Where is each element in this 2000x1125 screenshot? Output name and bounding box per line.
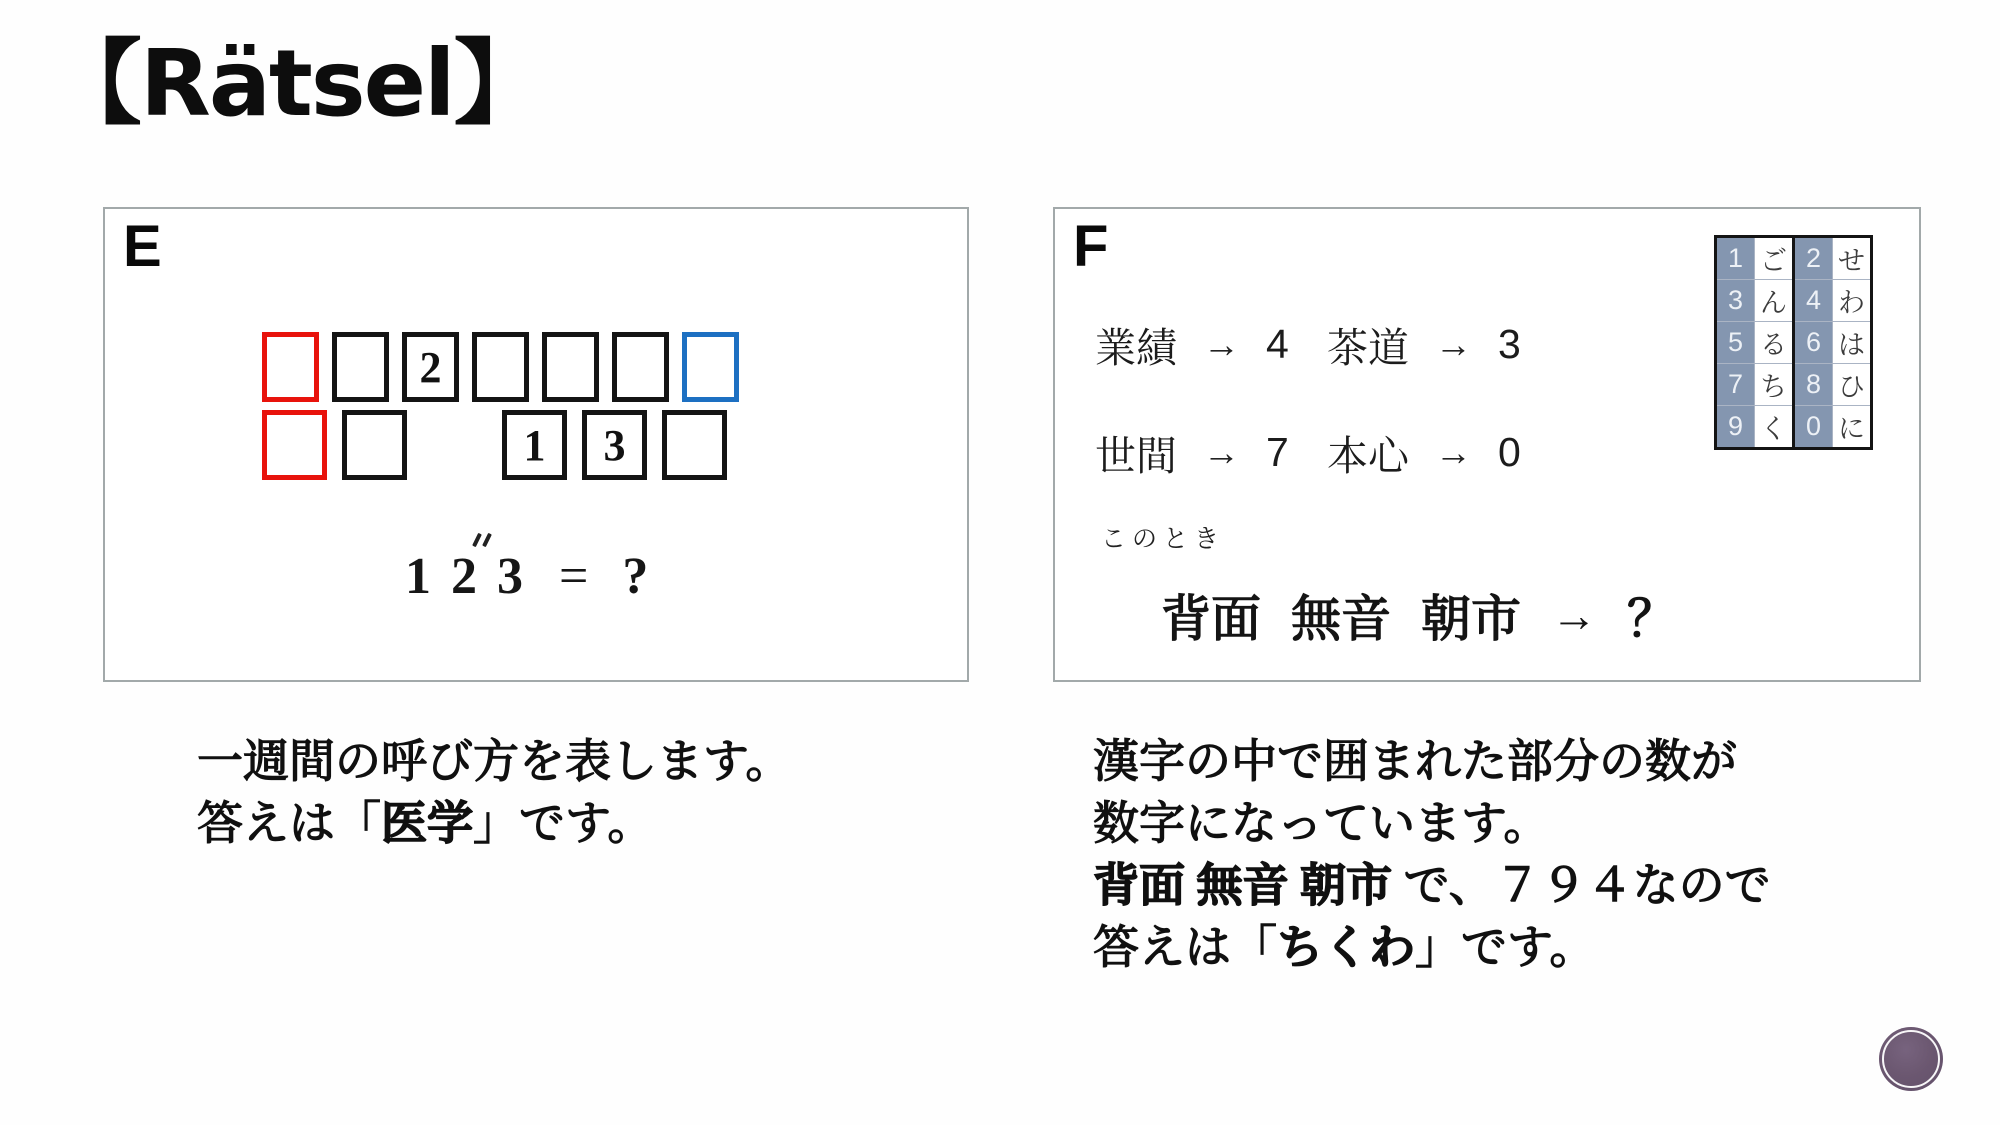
pair-number: 3 [1498, 321, 1521, 367]
formula-digit-1: 1 [405, 548, 431, 605]
box-number: 2 [419, 342, 442, 392]
explanation-e [197, 731, 791, 855]
question-words-bold: 背面 無音 朝市 [1093, 860, 1392, 911]
right-arrow-icon: → [1435, 431, 1472, 473]
table-row [1716, 237, 1872, 280]
kanji-number-pair [1327, 315, 1521, 374]
formula-digit-2: 2 [451, 548, 477, 605]
box-number: 3 [603, 420, 626, 470]
purple-circle-logo [1879, 1027, 1943, 1091]
explanation-f [1093, 731, 1771, 979]
formula-digit-3: 3 [497, 548, 523, 605]
explanation-line: 漢字の中で囲まれた部分の数が [1093, 736, 1737, 787]
table-cell: ひ [1833, 364, 1872, 406]
note-konotoki: このとき [1101, 525, 1226, 553]
explanation-line [1093, 917, 1771, 979]
letter-box [402, 332, 459, 402]
table-cell: わ [1833, 280, 1872, 322]
letter-box [542, 332, 599, 402]
table-cell: 0 [1794, 406, 1833, 449]
table-row [1716, 364, 1872, 406]
panel-e [103, 207, 969, 682]
formula-digit-2-with-dakuten [451, 547, 477, 606]
number-kana-table [1714, 235, 1873, 450]
pair-word: 世間 [1095, 433, 1177, 479]
kanji-number-pair [1095, 423, 1289, 482]
table-cell: に [1833, 406, 1872, 449]
table-cell: 1 [1716, 237, 1755, 280]
explanation-rest: で、７９４なので [1392, 860, 1771, 911]
letter-box [502, 410, 567, 480]
logo-ring [1882, 1030, 1940, 1088]
letter-box [682, 332, 739, 402]
letter-boxes-row-2 [262, 410, 727, 480]
letter-boxes-row-1 [262, 332, 739, 402]
panel-f-label: F [1073, 214, 1109, 279]
dakuten-mark-icon [471, 533, 495, 551]
table-cell: ご [1755, 237, 1794, 280]
explanation-line: 一週間の呼び方を表します。 [197, 736, 792, 787]
question-mark: ？ [1627, 591, 1677, 647]
letter-box [342, 410, 407, 480]
table-cell: る [1755, 322, 1794, 364]
pair-number: 7 [1266, 429, 1289, 475]
answer-prefix: 答えは「 [197, 798, 381, 849]
pair-number: 4 [1266, 321, 1289, 367]
question-word: 無音 [1291, 591, 1391, 647]
answer-word: ちくわ [1277, 922, 1415, 973]
question-mark: ? [622, 548, 649, 605]
letter-box [662, 410, 727, 480]
answer-word: 医学 [381, 798, 473, 849]
pair-number: 0 [1498, 429, 1521, 475]
table-cell: ち [1755, 364, 1794, 406]
letter-box [332, 332, 389, 402]
slide-title: 【Rätsel】 [50, 30, 544, 137]
table-cell: 3 [1716, 280, 1755, 322]
answer-prefix: 答えは「 [1093, 922, 1277, 973]
formula-123 [405, 547, 648, 606]
right-arrow-icon: → [1435, 323, 1472, 365]
right-arrow-icon: → [1203, 431, 1240, 473]
question-word: 朝市 [1421, 591, 1521, 647]
explanation-line [197, 793, 791, 855]
table-row [1716, 280, 1872, 322]
box-number: 1 [523, 420, 546, 470]
pair-word: 本心 [1327, 433, 1409, 479]
letter-box [262, 332, 319, 402]
kanji-number-pair [1327, 423, 1521, 482]
explanation-line [1093, 855, 1771, 917]
kanji-number-pair [1095, 315, 1289, 374]
equals-sign: = [559, 548, 589, 605]
table-cell: 9 [1716, 406, 1755, 449]
table-cell: 6 [1794, 322, 1833, 364]
table-cell: 5 [1716, 322, 1755, 364]
table-cell: く [1755, 406, 1794, 449]
table-cell: 2 [1794, 237, 1833, 280]
panel-f [1053, 207, 1921, 682]
table-cell: ん [1755, 280, 1794, 322]
table-cell: 8 [1794, 364, 1833, 406]
letter-box [582, 410, 647, 480]
answer-suffix: 」です。 [1415, 922, 1596, 973]
pair-word: 業績 [1095, 325, 1177, 371]
table-row [1716, 322, 1872, 364]
panel-e-label: E [123, 214, 162, 279]
table-cell: 7 [1716, 364, 1755, 406]
question-line [1161, 579, 1677, 651]
table-cell: せ [1833, 237, 1872, 280]
pair-word: 茶道 [1327, 325, 1409, 371]
letter-box [262, 410, 327, 480]
letter-box [472, 332, 529, 402]
table-cell: は [1833, 322, 1872, 364]
right-arrow-icon: → [1551, 589, 1597, 641]
answer-suffix: 」です。 [473, 798, 654, 849]
letter-box [612, 332, 669, 402]
table-cell: 4 [1794, 280, 1833, 322]
right-arrow-icon: → [1203, 323, 1240, 365]
table-row [1716, 406, 1872, 449]
explanation-line: 数字になっています。 [1093, 798, 1550, 849]
question-word: 背面 [1161, 591, 1261, 647]
